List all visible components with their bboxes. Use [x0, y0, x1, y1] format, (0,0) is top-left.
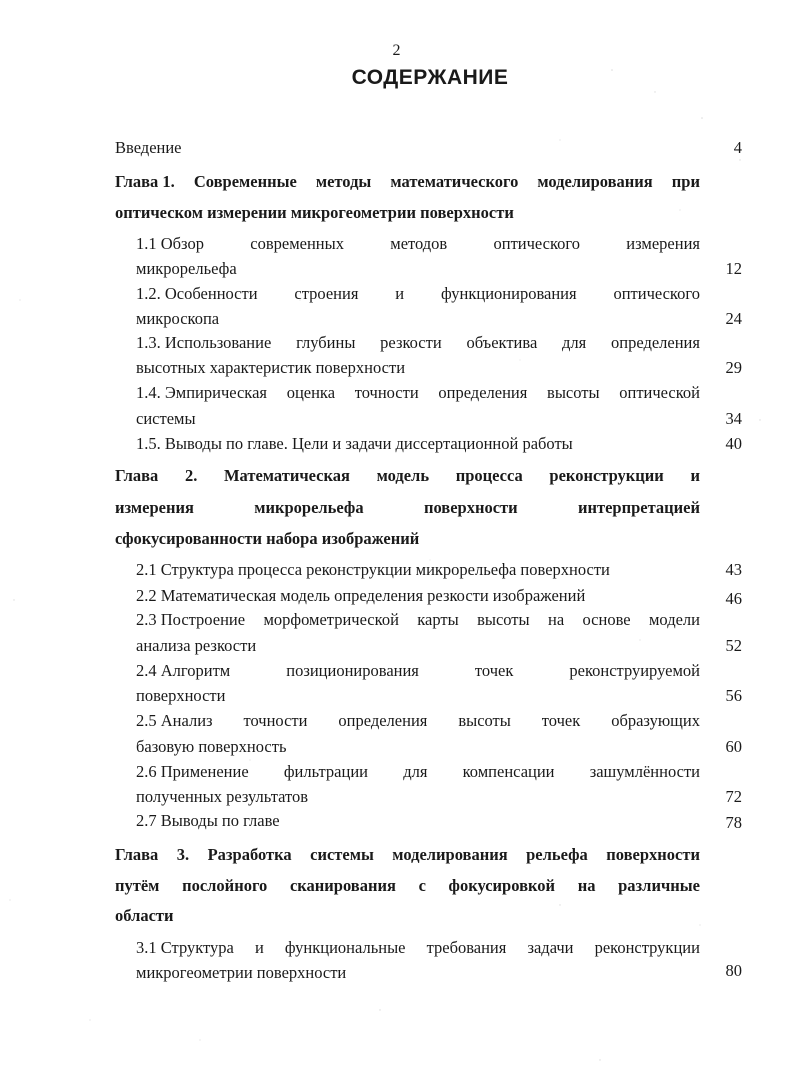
word: точности	[243, 711, 308, 730]
word: 2.	[184, 466, 198, 485]
word: моделирования	[392, 845, 508, 864]
word: при	[671, 172, 700, 191]
toc-chapter3-heading-line3: области	[115, 906, 174, 925]
word: Глава	[115, 466, 159, 485]
word: методы	[315, 172, 372, 191]
word: точек	[541, 711, 581, 730]
toc-intro-page: 4	[733, 138, 742, 157]
word: 1.3. Использование	[136, 333, 272, 352]
word: микрорельефа	[254, 498, 364, 517]
word: измерения	[115, 498, 194, 517]
word: различные	[618, 876, 700, 895]
word: 2.6 Применение	[136, 762, 249, 781]
word: системы	[310, 845, 374, 864]
word: 3.1 Структура	[136, 938, 234, 957]
word: резкости	[380, 333, 442, 352]
word: основе	[582, 610, 631, 629]
toc-item-2-4-line2: поверхности	[136, 686, 226, 705]
toc-chapter3-heading-line2	[115, 875, 700, 897]
word: оптического	[493, 234, 581, 253]
word: реконструкции	[594, 938, 700, 957]
toc-item-2-6-line2: полученных результатов	[136, 787, 309, 806]
word: и	[254, 938, 264, 957]
toc-item-2-6-line1	[136, 761, 700, 783]
toc-item-3-1-page: 80	[725, 961, 742, 980]
toc-item-1-4-line2: системы	[136, 409, 196, 428]
word: Глава	[115, 845, 159, 864]
word: фокусировкой	[448, 876, 556, 895]
word: Разработка	[207, 845, 292, 864]
toc-item-1-1-line2: микрорельефа	[136, 259, 237, 278]
page-number: 2	[392, 42, 401, 59]
word: определения	[611, 333, 700, 352]
word: высоты	[458, 711, 511, 730]
word: измерения	[626, 234, 700, 253]
toc-chapter3-heading-line1	[115, 844, 700, 866]
toc-item-1-1-line1	[136, 233, 700, 255]
toc-chapter1-heading-line2: оптическом измерении микрогеометрии поверхности	[115, 203, 514, 222]
word: 2.3 Построение	[136, 610, 246, 629]
word: оптического	[613, 284, 700, 303]
toc-item-1-5-page: 40	[725, 434, 742, 453]
word: оптической	[619, 383, 700, 402]
word: на	[577, 876, 596, 895]
toc-intro-label: Введение	[115, 138, 182, 157]
word: 1.4. Эмпирическая	[136, 383, 267, 402]
word: глубины	[296, 333, 356, 352]
word: интерпретацией	[577, 498, 700, 517]
word: для	[403, 762, 428, 781]
word: определения	[438, 383, 528, 402]
toc-item-2-1-line1: 2.1 Структура процесса реконструкции микрорельефа поверхности	[136, 560, 610, 579]
toc-item-1-4-line1	[136, 382, 700, 404]
word: требования	[426, 938, 507, 957]
toc-item-2-1-page: 43	[725, 560, 742, 579]
toc-item-2-4-line1	[136, 660, 700, 682]
word: точек	[474, 661, 514, 680]
word: задачи	[527, 938, 574, 957]
toc-item-1-3-line1	[136, 332, 700, 354]
word: послойного	[182, 876, 268, 895]
word: сканирования	[289, 876, 396, 895]
toc-item-2-2-line1: 2.2 Математическая модель определения резкости изображений	[136, 586, 586, 605]
toc-item-2-5-line1	[136, 710, 700, 732]
word: и	[395, 284, 405, 303]
word: позиционирования	[286, 661, 419, 680]
toc-chapter2-heading-line1	[115, 465, 700, 487]
word: Глава 1.	[115, 172, 175, 191]
word: математического	[390, 172, 519, 191]
toc-item-2-3-line2: анализа резкости	[136, 636, 257, 655]
word: высоты	[547, 383, 600, 402]
word: 3.	[176, 845, 190, 864]
toc-item-1-2-page: 24	[725, 309, 742, 328]
toc-item-1-5-line1: 1.5. Выводы по главе. Цели и задачи диссертационной работы	[136, 434, 573, 453]
word: объектива	[466, 333, 538, 352]
toc-item-3-1-line2: микрогеометрии поверхности	[136, 963, 347, 982]
word: фильтрации	[283, 762, 368, 781]
toc-item-1-3-page: 29	[725, 358, 742, 377]
word: Современные	[193, 172, 297, 191]
toc-item-2-7-line1: 2.7 Выводы по главе	[136, 811, 280, 830]
word: современных	[250, 234, 344, 253]
toc-chapter2-heading-line2	[115, 497, 700, 519]
word: процесса	[455, 466, 523, 485]
word: оценка	[286, 383, 336, 402]
toc-item-1-2-line1	[136, 283, 700, 305]
word: модели	[648, 610, 700, 629]
word: определения	[338, 711, 428, 730]
word: образующих	[611, 711, 700, 730]
word: поверхности	[606, 845, 700, 864]
word: высоты	[477, 610, 530, 629]
word: на	[547, 610, 565, 629]
word: Математическая	[223, 466, 350, 485]
word: 2.5 Анализ	[136, 711, 213, 730]
word: компенсации	[462, 762, 555, 781]
toc-item-2-3-page: 52	[725, 636, 742, 655]
word: путём	[115, 876, 160, 895]
word: рельефа	[526, 845, 588, 864]
word: карты	[417, 610, 459, 629]
toc-item-1-4-page: 34	[725, 409, 742, 428]
word: с	[418, 876, 426, 895]
word: зашумлённости	[589, 762, 700, 781]
word: 1.1 Обзор	[136, 234, 204, 253]
word: 1.2. Особенности	[136, 284, 258, 303]
toc-chapter1-heading-line1	[115, 171, 700, 193]
word: реконструируемой	[569, 661, 700, 680]
toc-item-2-5-page: 60	[725, 737, 742, 756]
word: функционирования	[441, 284, 577, 303]
word: точности	[354, 383, 419, 402]
word: функциональные	[284, 938, 406, 957]
word: реконструкции	[549, 466, 664, 485]
word: модель	[376, 466, 430, 485]
page-title: СОДЕРЖАНИЕ	[351, 66, 509, 89]
word: и	[690, 466, 700, 485]
toc-item-2-2-page: 46	[725, 589, 742, 608]
toc-item-2-4-page: 56	[725, 686, 742, 705]
word: 2.4 Алгоритм	[136, 661, 231, 680]
toc-item-1-1-page: 12	[725, 259, 742, 278]
toc-item-2-3-line1	[136, 609, 700, 631]
toc-item-2-5-line2: базовую поверхность	[136, 737, 287, 756]
word: строения	[294, 284, 359, 303]
word: моделирования	[537, 172, 653, 191]
toc-item-2-6-page: 72	[725, 787, 742, 806]
word: морфометрической	[263, 610, 399, 629]
toc-item-1-2-line2: микроскопа	[136, 309, 220, 328]
word: поверхности	[423, 498, 518, 517]
toc-item-1-3-line2: высотных характеристик поверхности	[136, 358, 406, 377]
toc-item-2-7-page: 78	[725, 813, 742, 832]
word: методов	[390, 234, 448, 253]
toc-item-3-1-line1	[136, 937, 700, 959]
word: для	[562, 333, 587, 352]
toc-chapter2-heading-line3: сфокусированности набора изображений	[115, 529, 420, 548]
